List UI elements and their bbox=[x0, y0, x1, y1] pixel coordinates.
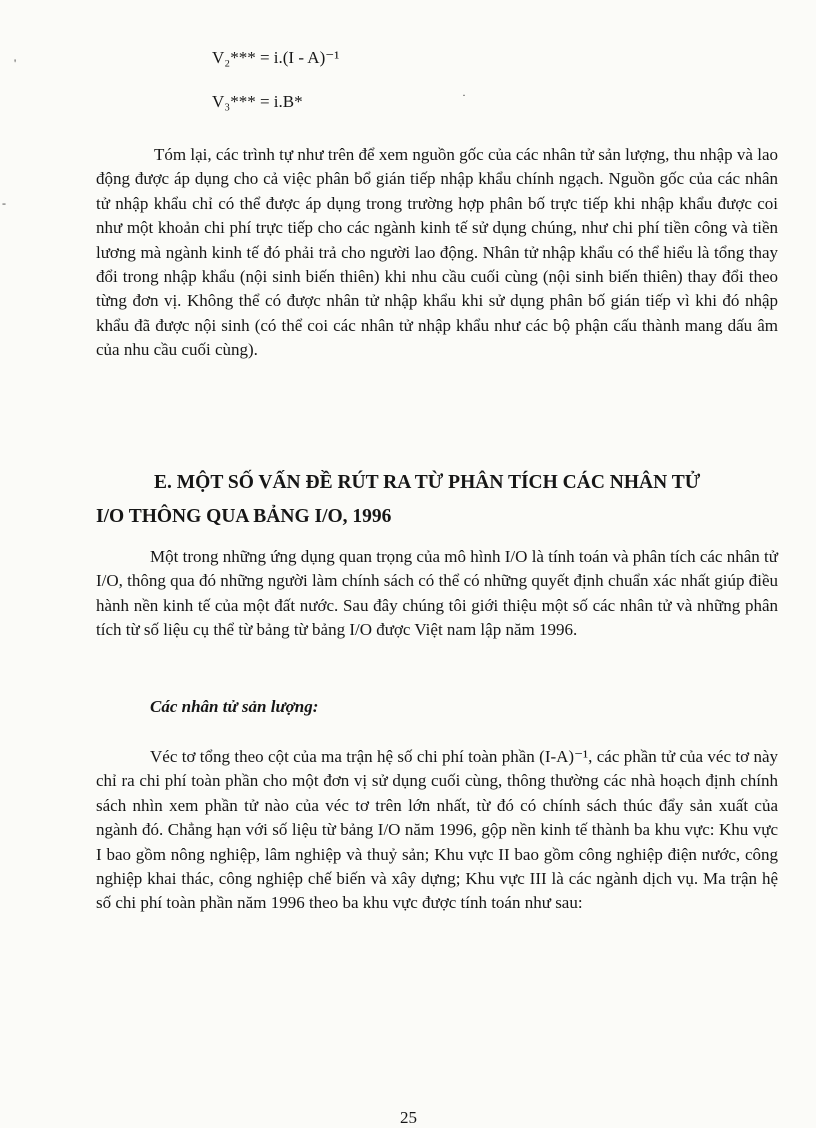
output-multiplier-subheading: Các nhân tử sản lượng: bbox=[150, 697, 319, 716]
section-heading-line2: I/O THÔNG QUA BẢNG I/O, 1996 bbox=[96, 506, 392, 527]
scan-speck: ' bbox=[14, 56, 17, 70]
output-multiplier-paragraph: Véc tơ tổng theo cột của ma trận hệ số chi phí toàn phần (I-A)⁻¹, các phần tử của véc tơ này chỉ ra chi phí toàn phần cho một đơn vị sử dụng cuối cùng, thông thường các nhà hoạch định chính sách nhìn xem phần tử nào của véc tơ trên lớn nhất, từ đó có chính sách thúc đẩy sản xuất của ngành đó. Chẳng hạn với số liệu từ bảng I/O năm 1996, gộp nền kinh tế thành ba khu vực: Khu vực I bao gồm nông nghiệp, lâm nghiệp và thuỷ sản; Khu vực II bao gồm công nghiệp điện nước, công nghiệp khai thác, công nghiệp chế biến và xây dựng; Khu vực III là các ngành dịch vụ. Ma trận hệ số chi phí toàn phần năm 1996 theo ba khu vực được tính toán như sau: bbox=[96, 747, 778, 913]
section-heading-line1: E. MỘT SỐ VẤN ĐỀ RÚT RA TỪ PHÂN TÍCH CÁC NHÂN TỬ bbox=[154, 472, 701, 493]
summary-paragraph: Tóm lại, các trình tự như trên để xem nguồn gốc của các nhân tử sản lượng, thu nhập và lao động được áp dụng cho cả việc phân bổ gián tiếp nhập khẩu chính ngạch. Nguồn gốc của các nhân tử nhập khẩu chỉ có thể được áp dụng trong trường hợp phân bố trực tiếp khi nhập khẩu được coi như một khoản chi phí trực tiếp cho các ngành kinh tế sử dụng chúng, như chi phí tiền công và tiền lương mà ngành kinh tế đó phải trả cho người lao động. Nhân tử nhập khẩu có thể hiểu là tổng thay đổi trong nhập khẩu (nội sinh biến thiên) khi nhu cầu cuối cùng (nội sinh biến thiên) thay đổi theo từng đơn vị. Không thể có được nhân tử nhập khẩu khi sử dụng phân bố gián tiếp vì khi đó nhập khẩu đã được nội sinh (có thể coi các nhân tử nhập khẩu như các bộ phận cấu thành mang dấu âm của nhu cầu cuối cùng). bbox=[96, 145, 778, 360]
intro-paragraph: Một trong những ứng dụng quan trọng của mô hình I/O là tính toán và phân tích các nhân tử I/O, thông qua đó những người làm chính sách có thể có những quyết định chuẩn xác nhất giúp điều hành nền kinh tế của một đất nước. Sau đây chúng tôi giới thiệu một số các nhân tử và những phân tích từ số liệu cụ thể từ bảng từ bảng I/O được Việt nam lập năm 1996. bbox=[96, 547, 778, 640]
scan-speck: - bbox=[2, 196, 6, 210]
scan-speck: · bbox=[462, 88, 466, 102]
page-number: 25 bbox=[400, 1108, 417, 1127]
equation-v2: V₂*** = i.(I - A)⁻¹ bbox=[212, 48, 340, 67]
equation-v3: V₃*** = i.B* bbox=[212, 92, 303, 111]
